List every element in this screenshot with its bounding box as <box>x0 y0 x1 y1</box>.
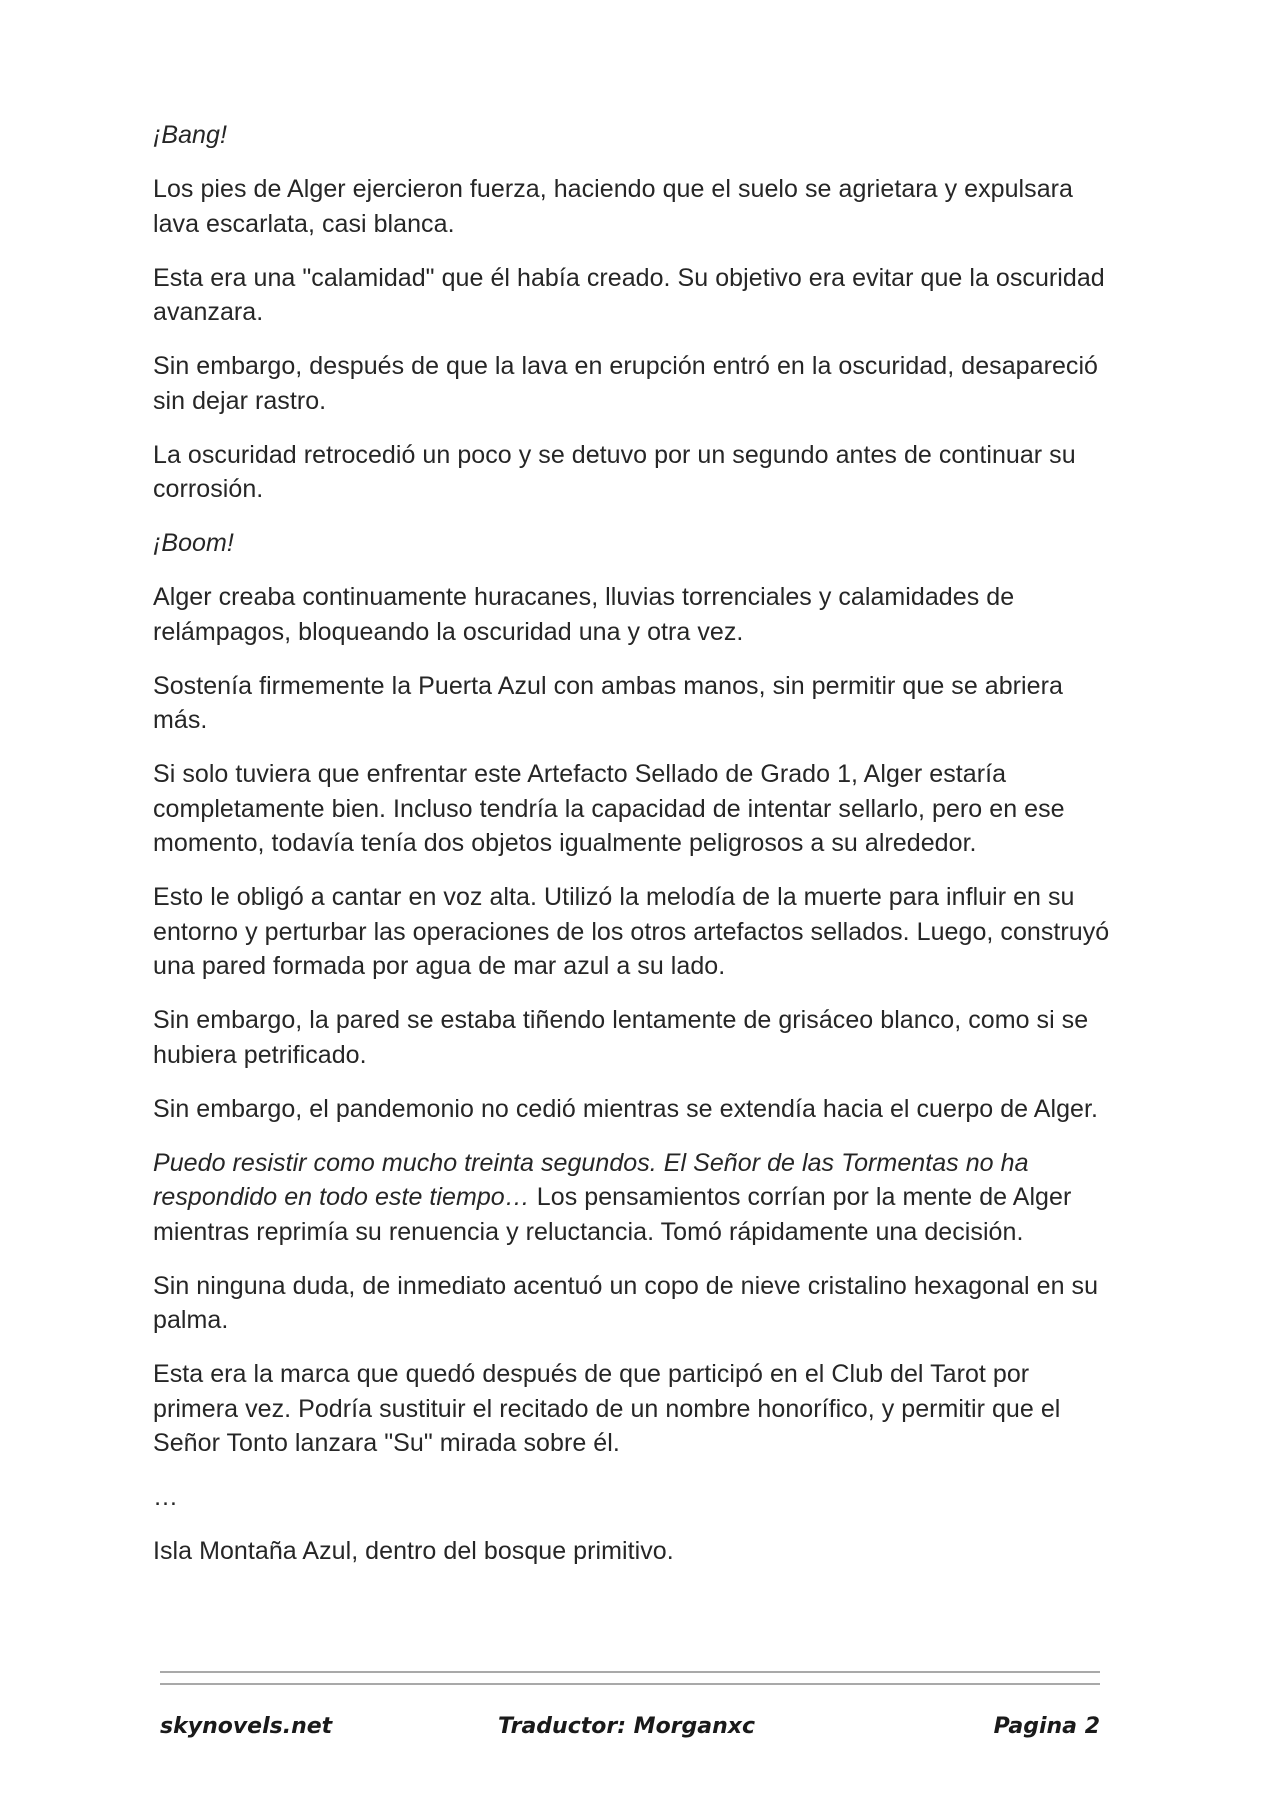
paragraph <box>153 172 1113 241</box>
footer-page-number: Pagina 2 <box>993 1714 1100 1739</box>
text-segment: Isla Montaña Azul, dentro del bosque primitivo. <box>153 1537 674 1565</box>
text-segment: Si solo tuviera que enfrentar este Artefacto Sellado de Grado 1, Alger estaría completamente bien. Incluso tendría la capacidad de intentar sellarlo, pero en ese momento, todavía tenía dos objetos igualmente peligrosos a su alrededor. <box>153 760 1065 857</box>
text-segment: Esta era la marca que quedó después de que participó en el Club del Tarot por primera vez. Podría sustituir el recitado de un nombre honorífico, y permitir que el Señor Tonto lanzara "Su" mirada sobre él. <box>153 1360 1061 1457</box>
paragraph <box>153 1092 1113 1127</box>
paragraph <box>153 1003 1113 1072</box>
paragraph <box>153 1146 1113 1250</box>
paragraph <box>153 1269 1113 1338</box>
italic-text-segment: Puedo resistir como mucho treinta segundos. El Señor de las Tormentas no ha respondido en todo este tiempo… <box>153 1148 1029 1211</box>
paragraph <box>153 261 1113 330</box>
text-segment: Sin embargo, la pared se estaba tiñendo lentamente de grisáceo blanco, como si se hubiera petrificado. <box>153 1006 1089 1069</box>
footer-divider-top <box>160 1671 1100 1673</box>
text-segment: Los pies de Alger ejercieron fuerza, haciendo que el suelo se agrietara y expulsara lava escarlata, casi blanca. <box>153 175 1073 238</box>
footer-translator-credit: Traductor: Morganxc <box>498 1714 756 1739</box>
paragraph <box>153 349 1113 418</box>
text-segment: Esto le obligó a cantar en voz alta. Utilizó la melodía de la muerte para influir en su entorno y perturbar las operaciones de los otros artefactos sellados. Luego, construyó una pared formada por agua de mar azul a su lado. <box>153 883 1110 980</box>
footer-site-name: skynovels.net <box>160 1714 333 1739</box>
text-segment: Sin embargo, el pandemonio no cedió mientras se extendía hacia el cuerpo de Alger. <box>153 1094 1098 1123</box>
paragraph <box>153 580 1113 649</box>
paragraph <box>153 669 1113 738</box>
paragraph <box>153 1534 1113 1569</box>
paragraph <box>153 1357 1113 1461</box>
text-segment: Alger creaba continuamente huracanes, lluvias torrenciales y calamidades de relámpagos, bloqueando la oscuridad una y otra vez. <box>153 583 1015 646</box>
paragraph <box>153 118 1113 153</box>
text-segment: La oscuridad retrocedió un poco y se detuvo por un segundo antes de continuar su corrosión. <box>153 440 1076 503</box>
page-footer <box>160 1714 1100 1748</box>
paragraph <box>153 438 1113 507</box>
italic-text-segment: ¡Bang! <box>153 121 227 149</box>
text-segment: … <box>153 1483 179 1511</box>
text-segment: Sin embargo, después de que la lava en erupción entró en la oscuridad, desapareció sin dejar rastro. <box>153 352 1099 415</box>
paragraph <box>153 757 1113 861</box>
text-segment: Los pensamientos corrían por la mente de Alger mientras reprimía su renuencia y reluctancia. Tomó rápidamente una decisión. <box>153 1183 1072 1246</box>
text-segment: Esta era una "calamidad" que él había creado. Su objetivo era evitar que la oscuridad avanzara. <box>153 263 1105 326</box>
paragraph <box>153 880 1113 984</box>
document-body <box>153 118 1113 1588</box>
text-segment: Sin ninguna duda, de inmediato acentuó un copo de nieve cristalino hexagonal en su palma. <box>153 1271 1099 1334</box>
italic-text-segment: ¡Boom! <box>153 529 234 557</box>
footer-divider-bottom <box>160 1683 1100 1685</box>
paragraph <box>153 1480 1113 1515</box>
text-segment: Sostenía firmemente la Puerta Azul con ambas manos, sin permitir que se abriera más. <box>153 671 1063 734</box>
paragraph <box>153 526 1113 561</box>
